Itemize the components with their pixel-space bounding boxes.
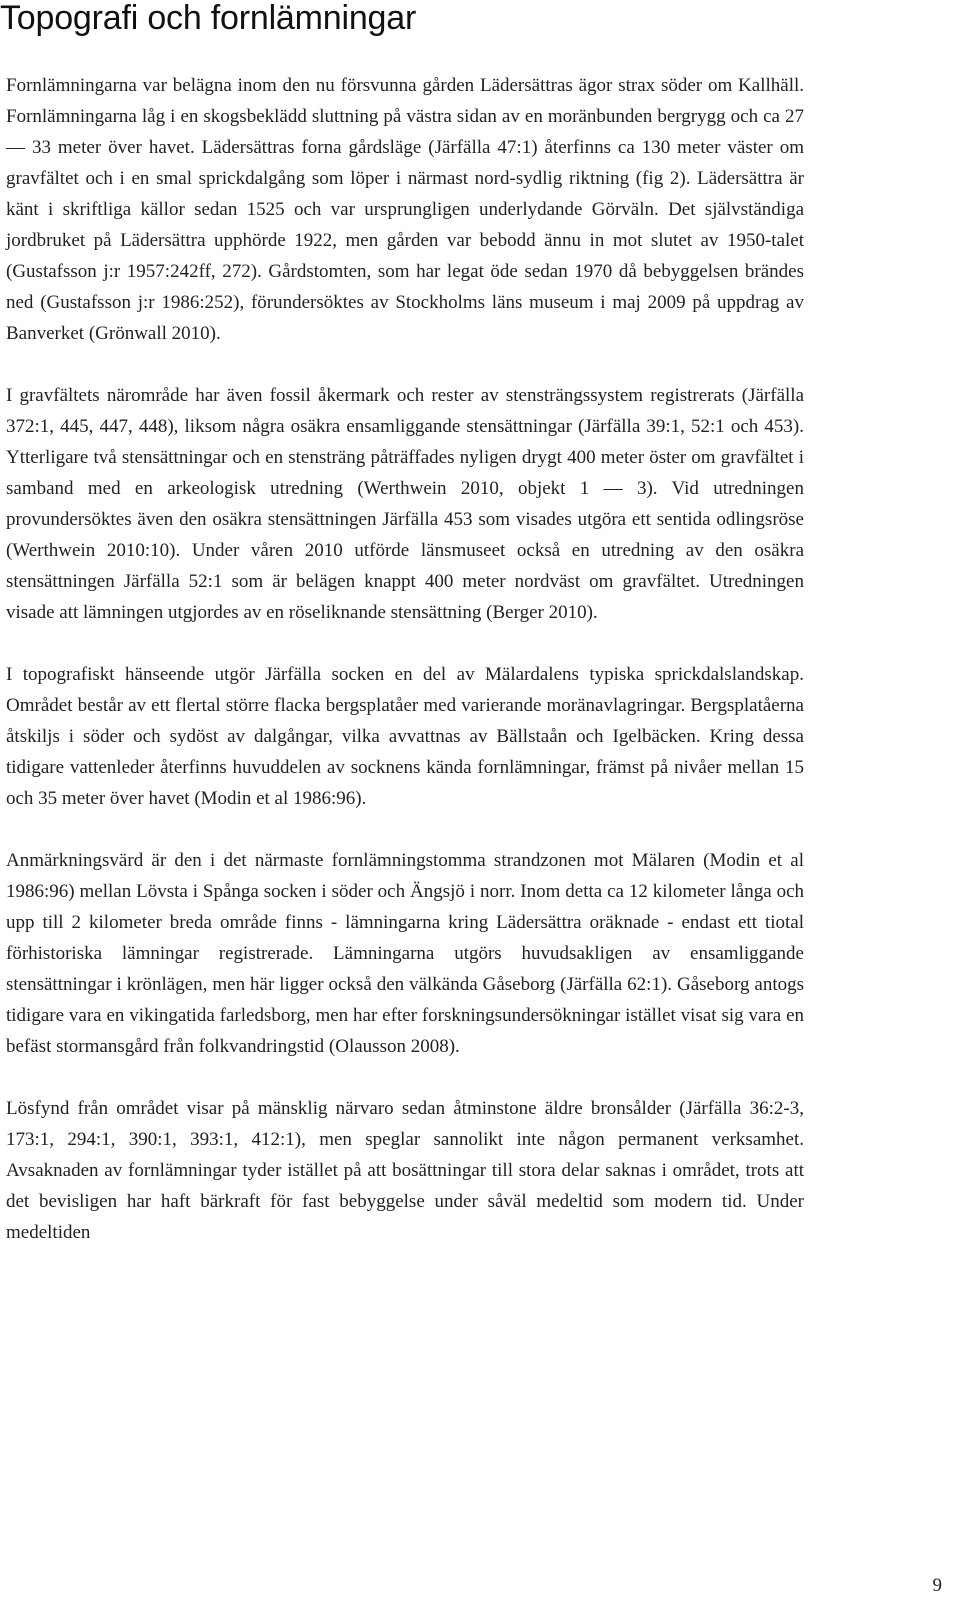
page-number: 9 xyxy=(932,1575,942,1596)
paragraph-5: Lösfynd från området visar på mänsklig närvaro sedan åtminstone äldre bronsålder (Järfälla 36:2-3, 173:1, 294:1, 390:1, 393:1, 412:1), men speglar sannolikt inte någon permanent verksamhet. Avsaknaden av fornlämningar tyder istället på att bosättningar till stora delar saknas i området, trots att det bevisligen har haft bärkraft för fast bebyggelse under såväl medeltid som modern tid. Under medeltiden xyxy=(6,1098,804,1243)
paragraph-3: I topografiskt hänseende utgör Järfälla socken en del av Mälardalens typiska sprickdalslandskap. Området består av ett flertal större flacka bergsplatåer med varierande moränavlagringar. Bergsplatåerna åtskiljs i söder och sydöst av dalgångar, vilka avvattnas av Bällstaån och Igelbäcken. Kring dessa tidigare vattenleder återfinns huvuddelen av socknens kända fornlämningar, främst på nivåer mellan 15 och 35 meter över havet (Modin et al 1986:96). xyxy=(6,664,804,809)
body-text xyxy=(6,70,804,1248)
page-title: Topografi och fornlämningar xyxy=(0,0,417,37)
paragraph-1: Fornlämningarna var belägna inom den nu försvunna gården Lädersättras ägor strax söder om Kallhäll. Fornlämningarna låg i en skogsbeklädd sluttning på västra sidan av en moränbunden bergrygg och ca 27 — 33 meter över havet. Lädersättras forna gårdsläge (Järfälla 47:1) återfinns ca 130 meter väster om gravfältet och i en smal sprickdalgång som löper i närmast nord-sydlig riktning (fig 2). Lädersättra är känt i skriftliga källor sedan 1525 och var ursprungligen underlydande Görväln. Det självständiga jordbruket på Lädersättra upphörde 1922, men gården var bebodd ännu in mot slutet av 1950-talet (Gustafsson j:r 1957:242ff, 272). Gårdstomten, som har legat öde sedan 1970 då bebyggelsen brändes ned (Gustafsson j:r 1986:252), förundersöktes av Stockholms läns museum i maj 2009 på uppdrag av Banverket (Grönwall 2010). xyxy=(6,75,804,344)
paragraph-2: I gravfältets närområde har även fossil åkermark och rester av stensträngssystem registrerats (Järfälla 372:1, 445, 447, 448), liksom några osäkra ensamliggande stensättningar (Järfälla 39:1, 52:1 och 453). Ytterligare två stensättningar och en stensträng påträffades nyligen drygt 400 meter öster om gravfältet i samband med en arkeologisk utredning (Werthwein 2010, objekt 1 — 3). Vid utredningen provundersöktes även den osäkra stensättningen Järfälla 453 som visades utgöra ett sentida odlingsröse (Werthwein 2010:10). Under våren 2010 utförde länsmuseet också en utredning av den osäkra stensättningen Järfälla 52:1 som är belägen knappt 400 meter nordväst om gravfältet. Utredningen visade att lämningen utgjordes av en röseliknande stensättning (Berger 2010). xyxy=(6,385,804,623)
paragraph-4: Anmärkningsvärd är den i det närmaste fornlämningstomma strandzonen mot Mälaren (Modin et al 1986:96) mellan Lövsta i Spånga socken i söder och Ängsjö i norr. Inom detta ca 12 kilometer långa och upp till 2 kilometer breda område finns - lämningarna kring Lädersättra oräknade - endast ett tiotal förhistoriska lämningar registrerade. Lämningarna utgörs huvudsakligen av ensamliggande stensättningar i krönlägen, men här ligger också den välkända Gåseborg (Järfälla 62:1). Gåseborg antogs tidigare vara en vikingatida farledsborg, men har efter forskningsundersökningar istället visat sig vara en befäst stormansgård från folkvandringstid (Olausson 2008). xyxy=(6,850,804,1057)
